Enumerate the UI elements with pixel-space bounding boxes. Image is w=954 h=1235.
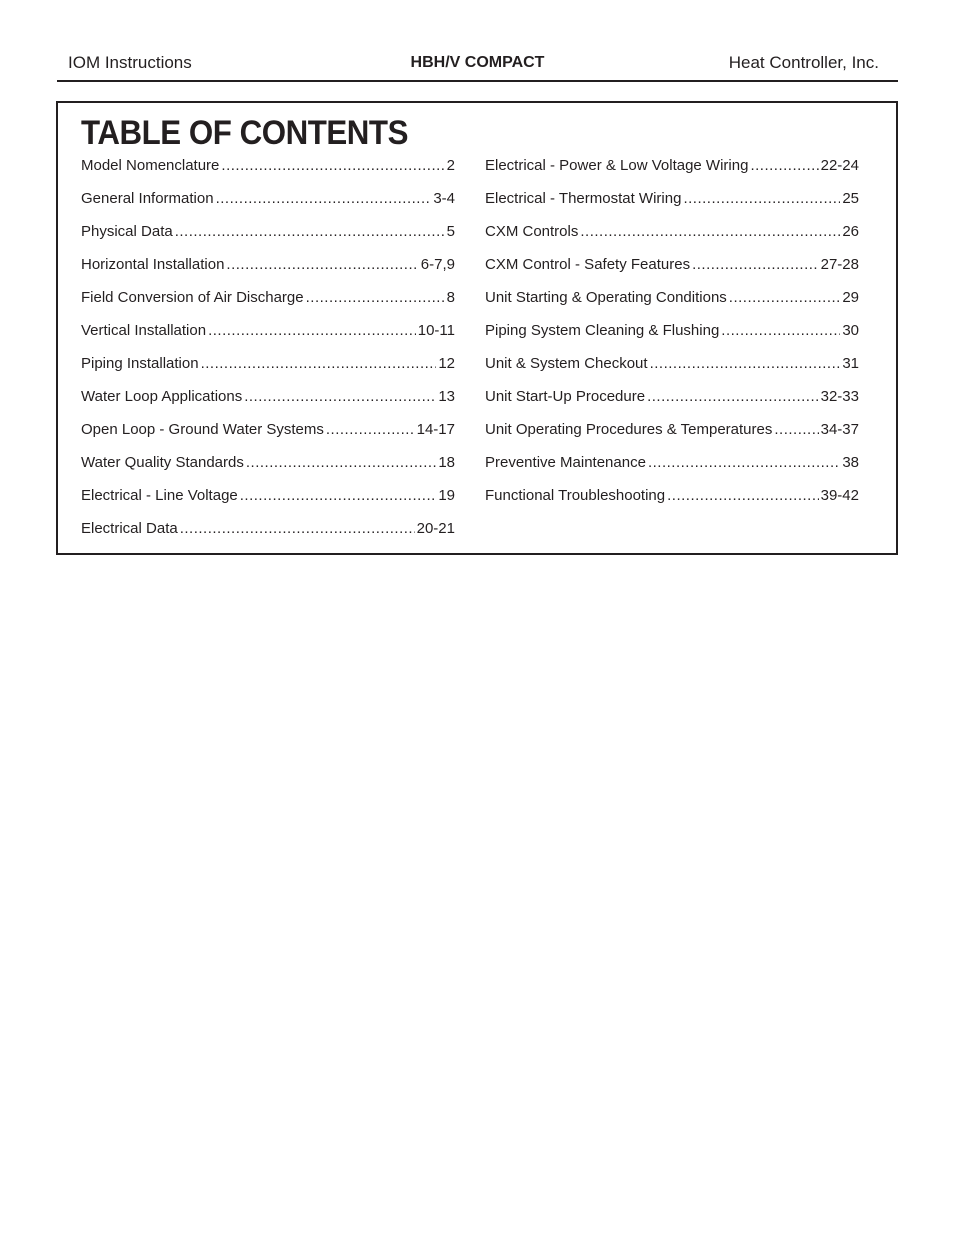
toc-entry[interactable] [81,388,455,421]
dot-leader [729,289,841,307]
toc-entry-label: Field Conversion of Air Discharge [81,289,304,306]
dot-leader [216,190,432,208]
toc-entry[interactable] [81,289,455,322]
toc-entry-label: Piping Installation [81,355,199,372]
toc-entry-page: 38 [842,454,859,471]
toc-entry-page: 26 [842,223,859,240]
toc-entry-page: 30 [842,322,859,339]
page-header [57,50,898,82]
dot-leader [201,355,437,373]
toc-entry-page: 3-4 [433,190,455,207]
dot-leader [667,487,819,505]
dot-leader [774,421,818,439]
toc-entry-page: 12 [438,355,455,372]
dot-leader [226,256,418,274]
toc-entry-label: Water Quality Standards [81,454,244,471]
toc-entry[interactable] [81,487,455,520]
toc-entry-label: CXM Control - Safety Features [485,256,691,273]
toc-entry-label: Functional Troubleshooting [485,487,666,504]
toc-entry[interactable] [485,322,859,355]
dot-leader [221,157,444,175]
toc-entry-label: Water Loop Applications [81,388,243,405]
toc-entry[interactable] [485,289,859,322]
toc-entry-label: Preventive Maintenance [485,454,646,471]
dot-leader [240,487,437,505]
toc-entry-label: Unit Operating Procedures & Temperatures [485,421,773,438]
toc-entry[interactable] [81,256,455,289]
toc-entry[interactable] [81,421,455,454]
dot-leader [326,421,415,439]
toc-entry[interactable] [485,190,859,223]
toc-entry-label: Model Nomenclature [81,157,220,174]
dot-leader [580,223,840,241]
toc-entry-label: Electrical Data [81,520,178,537]
toc-entry-label: Piping System Cleaning & Flushing [485,322,720,339]
toc-entry-page: 10-11 [417,322,455,339]
toc-entry[interactable] [81,355,455,388]
toc-entry-page: 14-17 [416,421,455,438]
dot-leader [180,520,415,538]
toc-entry-label: General Information [81,190,214,207]
toc-entry-page: 13 [438,388,455,405]
toc-entry-page: 25 [842,190,859,207]
toc-entry-page: 34-37 [820,421,859,438]
toc-entry-label: Unit Starting & Operating Conditions [485,289,727,306]
toc-entry-label: Electrical - Power & Low Voltage Wiring [485,157,749,174]
dot-leader [750,157,818,175]
toc-entry[interactable] [81,223,455,256]
toc-entry[interactable] [485,157,859,190]
toc-entry[interactable] [485,487,859,520]
dot-leader [208,322,416,340]
toc-entry-label: Open Loop - Ground Water Systems [81,421,324,438]
dot-leader [648,454,840,472]
dot-leader [246,454,436,472]
dot-leader [692,256,819,274]
toc-entry-label: Unit & System Checkout [485,355,648,372]
toc-entry[interactable] [485,223,859,256]
dot-leader [244,388,436,406]
dot-leader [647,388,819,406]
toc-title: TABLE OF CONTENTS [81,114,408,152]
toc-entry[interactable] [81,520,455,553]
toc-entry-page: 8 [446,289,455,306]
toc-entry-page: 39-42 [820,487,859,504]
toc-entry-page: 18 [438,454,455,471]
table-of-contents [56,101,898,555]
toc-entry[interactable] [485,454,859,487]
toc-entry[interactable] [81,454,455,487]
toc-entry[interactable] [485,256,859,289]
toc-entry-label: Horizontal Installation [81,256,225,273]
dot-leader [650,355,841,373]
dot-leader [175,223,445,241]
document-type: IOM Instructions [68,53,192,72]
toc-entry-label: Unit Start-Up Procedure [485,388,646,405]
toc-entry-page: 20-21 [416,520,455,537]
toc-entry-page: 27-28 [820,256,859,273]
dot-leader [306,289,445,307]
toc-entry-page: 5 [446,223,455,240]
dot-leader [721,322,840,340]
toc-left-column [81,157,455,553]
company-name: Heat Controller, Inc. [728,53,879,72]
toc-entry-label: Electrical - Thermostat Wiring [485,190,682,207]
toc-entry[interactable] [485,355,859,388]
dot-leader [683,190,840,208]
toc-entry-label: Vertical Installation [81,322,207,339]
toc-entry-page: 19 [438,487,455,504]
toc-entry[interactable] [81,190,455,223]
toc-entry-label: Electrical - Line Voltage [81,487,238,504]
toc-entry[interactable] [485,421,859,454]
toc-entry[interactable] [81,157,455,190]
toc-entry-page: 32-33 [820,388,859,405]
toc-entry-page: 29 [842,289,859,306]
toc-right-column [485,157,859,520]
toc-entry[interactable] [81,322,455,355]
product-name: HBH/V COMPACT [410,54,545,71]
toc-entry-page: 6-7,9 [420,256,455,273]
toc-entry-label: Physical Data [81,223,173,240]
toc-entry-page: 2 [446,157,455,174]
toc-entry-label: CXM Controls [485,223,579,240]
toc-entry-page: 22-24 [820,157,859,174]
toc-entry-page: 31 [842,355,859,372]
toc-entry[interactable] [485,388,859,421]
